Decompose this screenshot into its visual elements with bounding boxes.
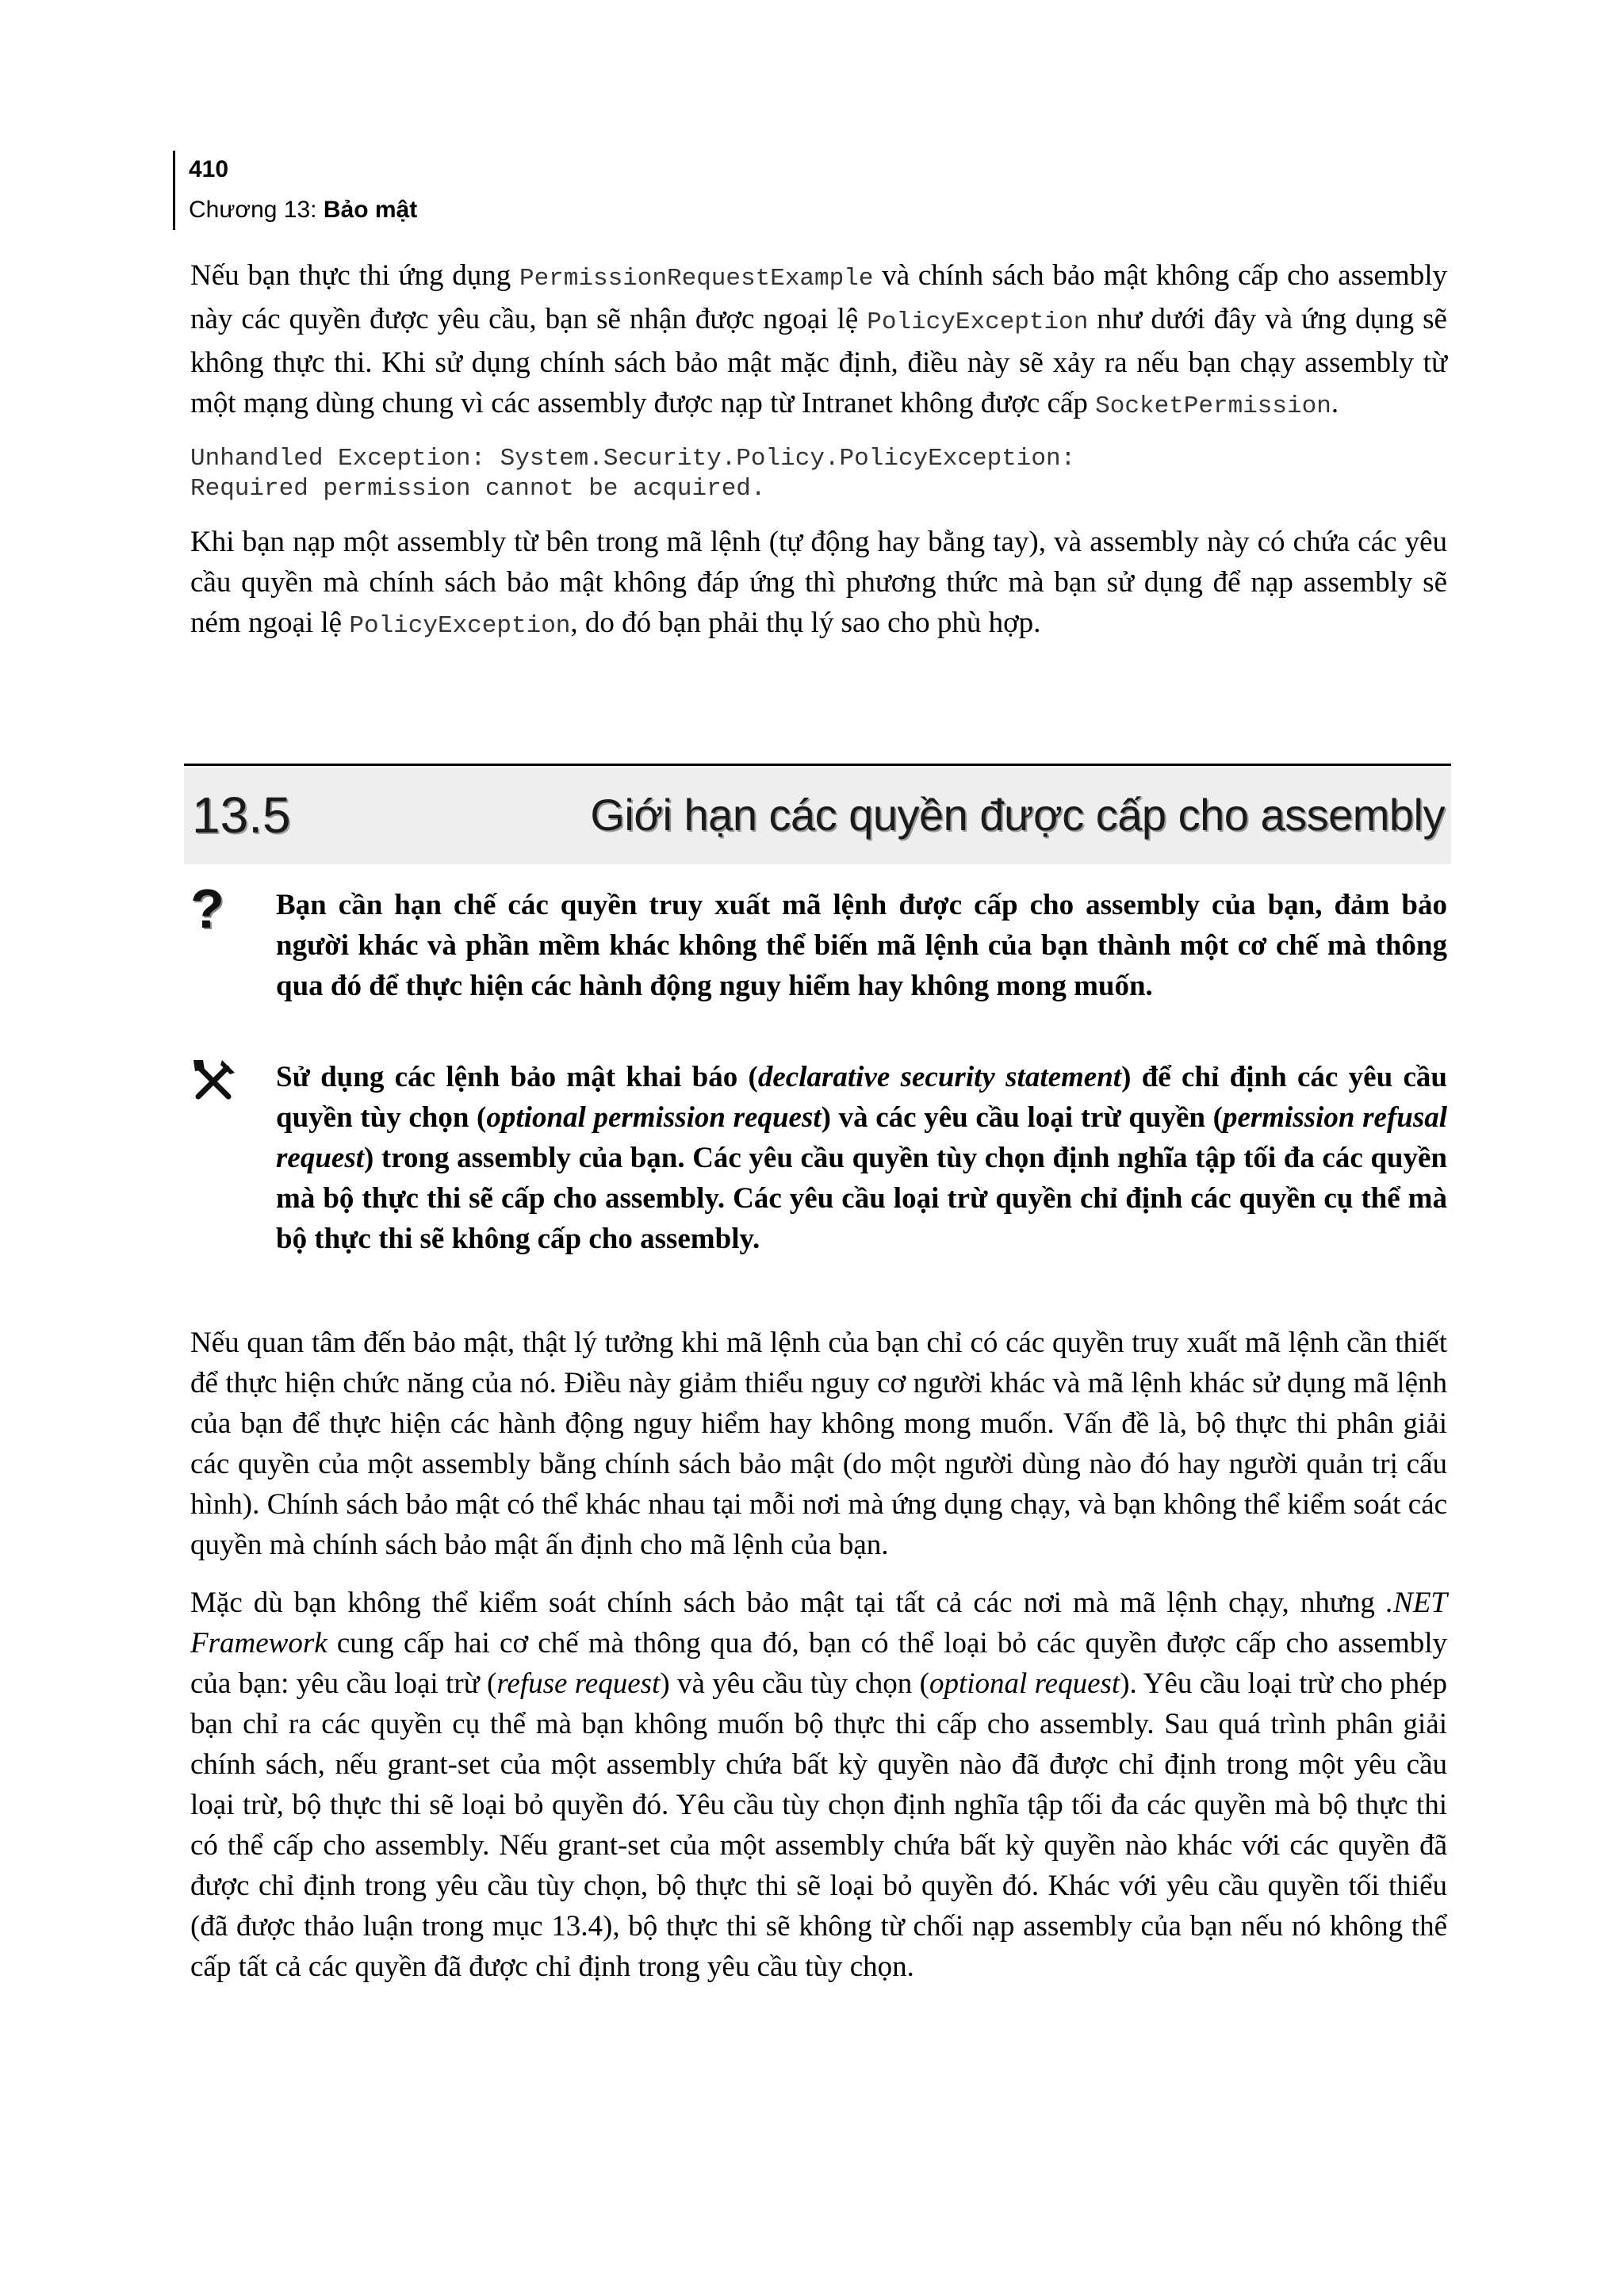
problem-block [190,878,1447,1051]
chapter-heading [189,195,417,225]
inline-code: PermissionRequestExample [519,265,874,293]
intro-paragraph-2 [190,522,1447,646]
chapter-title: Bảo mật [323,197,418,223]
text-run: và chính sách bảo mật không cấp cho assembly này các quyền được yêu cầu, bạn sẽ nhận được ngoại lệ [190,259,1447,335]
code-block [190,444,1447,504]
text-run: ). Yêu cầu loại trừ cho phép bạn chỉ ra các quyền cụ thể mà bạn không muốn bộ thực thi cấp cho assembly. Sau quá trình phân giải chính sách, nếu grant-set của một assembly chứa bất kỳ quyền nào đã được chỉ định trong một yêu cầu loại trừ, bộ thực thi sẽ loại bỏ quyền đó. Yêu cầu tùy chọn định nghĩa tập tối đa các quyền mà bộ thực thi có thể cấp cho assembly. Nếu grant-set của một assembly chứa bất kỳ quyền nào khác với các quyền đã được chỉ định trong yêu cầu tùy chọn, bộ thực thi sẽ loại bỏ quyền đó. Khác với yêu cầu quyền tối thiểu (đã được thảo luận trong mục 13.4), bộ thực thi sẽ không từ chối nạp assembly của bạn nếu nó không thể cấp tất cả các quyền đã được chỉ định trong yêu cầu tùy chọn. [190,1667,1447,1983]
italic-term: declarative security statement [757,1061,1122,1093]
section-number: 13.5 [192,787,291,844]
italic-term: .NET Framework [190,1587,1447,1659]
body-content [190,1323,1447,2004]
text-run: cung cấp hai cơ chế mà thông qua đó, bạn có thể loại bỏ các quyền được cấp cho assembly của bạn: yêu cầu loại trừ ( [190,1627,1447,1700]
body-paragraph-1: Nếu quan tâm đến bảo mật, thật lý tưởng khi mã lệnh của bạn chỉ có các quyền truy xuất mã lệnh cần thiết để thực hiện chức năng của nó. Điều này giảm thiểu nguy cơ người khác và mã lệnh khác sử dụng mã lệnh của bạn để thực hiện các hành động nguy hiểm hay không mong muốn. Vấn đề là, bộ thực thi phân giải các quyền của một assembly bằng chính sách bảo mật (do một người dùng nào đó hay người quản trị cấu hình). Chính sách bảo mật có thể khác nhau tại mỗi nơi mà ứng dụng chạy, và bạn không thể kiểm soát các quyền mà chính sách bảo mật ấn định cho mã lệnh của bạn. [190,1326,1447,1561]
text-run: ) trong assembly của bạn. Các yêu cầu quyền tùy chọn định nghĩa tập tối đa các quyền mà bộ thực thi sẽ cấp cho assembly. Các yêu cầu loại trừ quyền chỉ định các quyền cụ thể mà bộ thực thi sẽ không cấp cho assembly. [276,1142,1447,1255]
text-run: ) và yêu cầu tùy chọn ( [660,1667,929,1700]
italic-term: optional request [929,1667,1120,1700]
italic-term: permission refusal request [276,1101,1448,1174]
text-run: như dưới đây và ứng dụng sẽ không thực thi. Khi sử dụng chính sách bảo mật mặc định, điều này sẽ xảy ra nếu bạn chạy assembly từ một mạng dùng chung vì các assembly được nạp từ Intranet không được cấp [190,303,1447,419]
text-run: . [1331,387,1339,419]
text-run: ) để chỉ định các yêu cầu quyền tùy chọn ( [276,1061,1447,1134]
inline-code: PolicyException [349,612,571,640]
solution-text [276,1057,1447,1259]
header-rule [173,151,175,230]
text-run: Sử dụng các lệnh bảo mật khai báo ( [276,1061,758,1093]
text-run: Mặc dù bạn không thể kiểm soát chính sách bảo mật tại tất cả các nơi mà mã lệnh chạy, nhưng [190,1587,1386,1619]
problem-text: Bạn cần hạn chế các quyền truy xuất mã lệnh được cấp cho assembly của bạn, đảm bảo người khác và phần mềm khác không thể biến mã lệnh của bạn thành một cơ chế mà thông qua đó để thực hiện các hành động nguy hiểm hay không mong muốn. [276,889,1447,1002]
text-run: Nếu bạn thực thi ứng dụng [190,259,519,292]
intro-content [190,255,1447,664]
section-title: Giới hạn các quyền được cấp cho assembly [590,790,1445,840]
text-run: Khi bạn nạp một assembly từ bên trong mã lệnh (tự động hay bằng tay), và assembly này có chứa các yêu cầu quyền mà chính sách bảo mật không đáp ứng thì phương thức mà bạn sử dụng để nạp assembly sẽ ném ngoại lệ [190,526,1447,639]
tools-icon [190,1057,238,1104]
body-paragraph-2 [190,1583,1447,1987]
chapter-prefix: Chương 13: [189,197,324,223]
page-number: 410 [189,156,229,182]
solution-block [190,1057,1447,1311]
text-run: ) và các yêu cầu loại trừ quyền ( [821,1101,1223,1134]
italic-term: optional permission request [486,1101,822,1134]
inline-code: SocketPermission [1095,392,1331,420]
intro-paragraph-1 [190,255,1447,427]
text-run: , do đó bạn phải thụ lý sao cho phù hợp. [570,607,1041,639]
question-icon: ? [190,878,224,940]
code-line-2: Required permission cannot be acquired. [190,475,766,503]
section-rule [184,764,1451,766]
italic-term: refuse request [496,1667,661,1700]
inline-code: PolicyException [867,308,1089,336]
code-line-1: Unhandled Exception: System.Security.Policy.PolicyException: [190,445,1076,473]
section-heading [184,768,1451,864]
